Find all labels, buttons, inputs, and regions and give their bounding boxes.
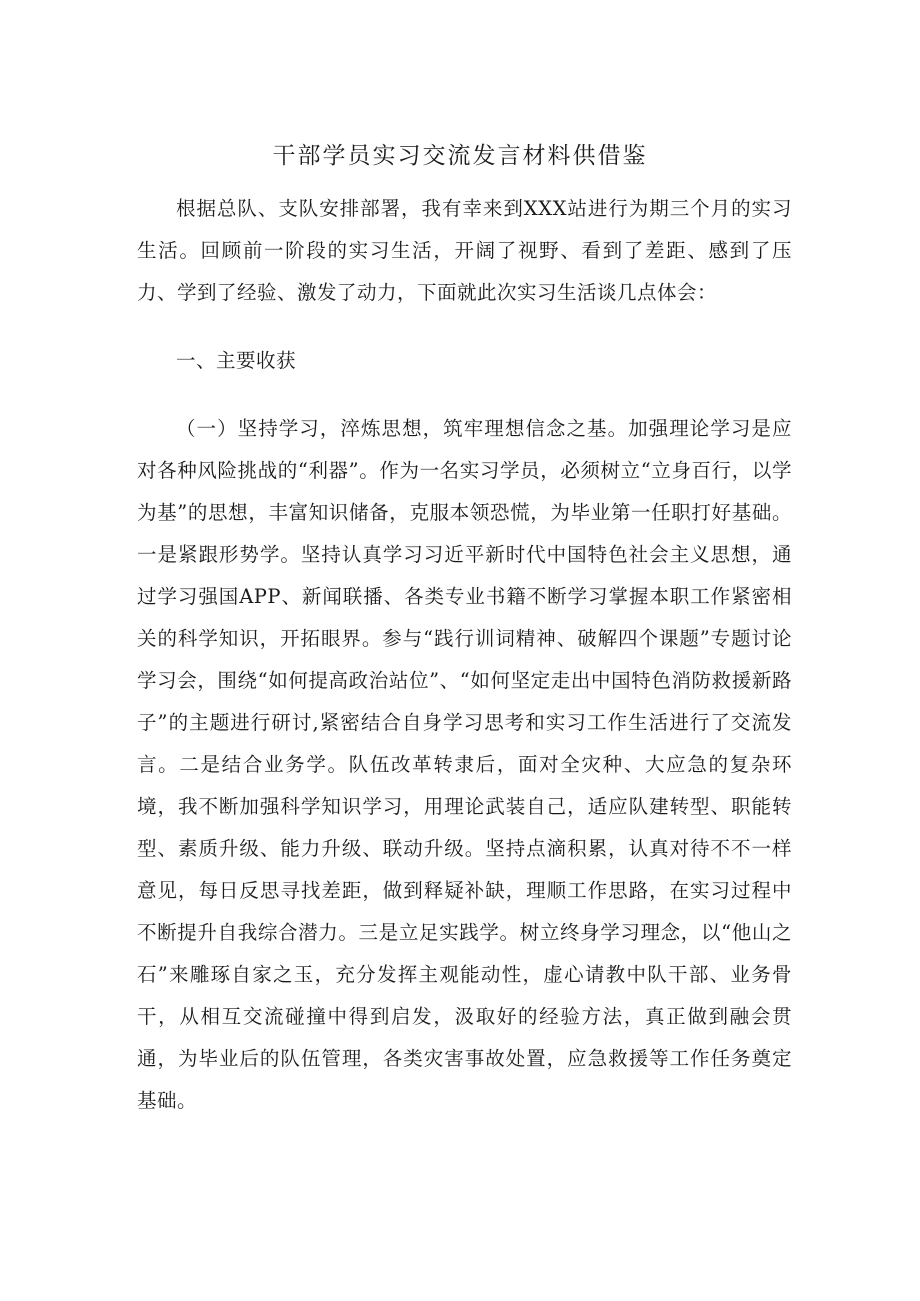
section-paragraph: （一）坚持学习，淬炼思想，筑牢理想信念之基。加强理论学习是应对各种风险挑战的“利器”。作为一名实习学员，必须树立“立身百行，以学为基”的思想，丰富知识储备，克服本领恐慌，为毕业第一任职打好基础。一是紧跟形势学。坚持认真学习习近平新时代中国特色社会主义思想，通过学习强国APP、新闻联播、各类专业书籍不断学习掌握本职工作紧密相关的科学知识，开拓眼界。参与“践行训词精神、破解四个课题”专题讨论学习会，围绕“如何提高政治站位”、“如何坚定走出中国特色消防救援新路子”的主题进行研讨,紧密结合自身学习思考和实习工作生活进行了交流发言。二是结合业务学。队伍改革转隶后，面对全灾种、大应急的复杂环境，我不断加强科学知识学习，用理论武装自己，适应队建转型、职能转型、素质升级、能力升级、联动升级。坚持点滴积累，认真对待不不一样意见，每日反思寻找差距，做到释疑补缺，理顺工作思路，在实习过程中不断提升自我综合潜力。三是立足实践学。树立终身学习理念，以“他山之石”来雕琢自家之玉，充分发挥主观能动性，虚心请教中队干部、业务骨干，从相互交流碰撞中得到启发，汲取好的经验方法，真正做到融会贯通，为毕业后的队伍管理，各类灾害事故处置，应急救援等工作任务奠定基础。 <box>137 417 792 1112</box>
document-body <box>137 188 792 1122</box>
intro-paragraph: 根据总队、支队安排部署，我有幸来到XXX站进行为期三个月的实习生活。回顾前一阶段的实习生活，开阔了视野、看到了差距、感到了压力、学到了经验、激发了动力，下面就此次实习生活谈几点体会： <box>137 197 792 304</box>
document-title: 干部学员实习交流发言材料供借鉴 <box>272 143 648 169</box>
section-heading: 一、主要收获 <box>176 349 297 372</box>
